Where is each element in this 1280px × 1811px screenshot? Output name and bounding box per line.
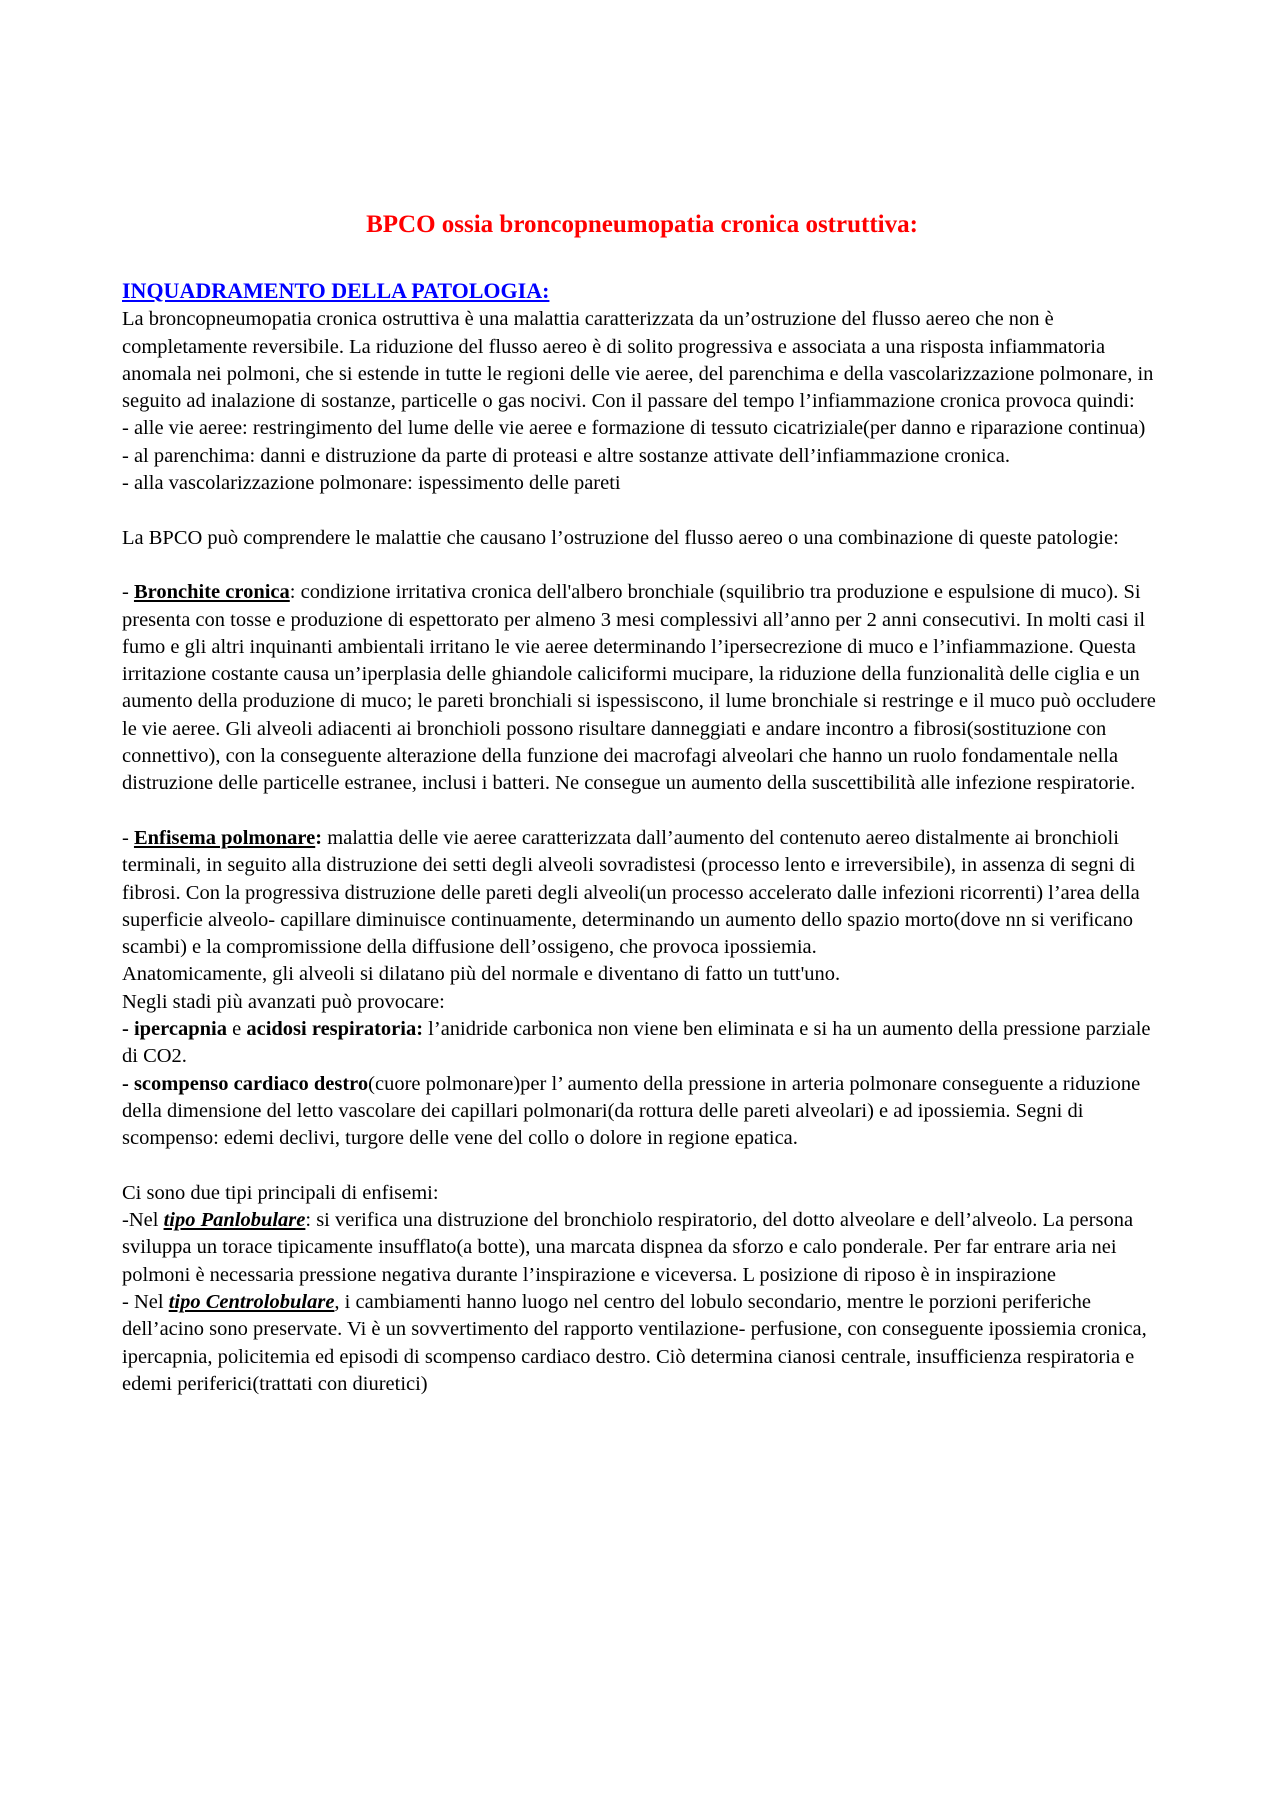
bronchite-paragraph — [122, 579, 1162, 797]
types-intro: Ci sono due tipi principali di enfisemi: — [122, 1181, 439, 1204]
ipercapnia-text: l’anidride carbonica non viene ben eliminata e si ha un aumento della pressione parziale di CO2. — [122, 1018, 1151, 1068]
spacer — [122, 497, 1162, 524]
centrolobulare-item — [122, 1289, 1162, 1398]
document-body — [122, 205, 1162, 1398]
effect-item: - alla vascolarizzazione polmonare: ispessimento delle pareti — [122, 472, 621, 495]
anatomy-line: Anatomicamente, gli alveoli si dilatano più del normale e diventano di fatto un tutt'uno. — [122, 963, 841, 986]
bullet-prefix: - — [122, 826, 134, 849]
bullet-prefix: - — [122, 1018, 134, 1041]
bullet-prefix: -Nel — [122, 1209, 164, 1232]
enfisema-paragraph — [122, 825, 1162, 961]
acidosi-term: acidosi respiratoria: — [246, 1018, 424, 1041]
bullet-prefix: - — [122, 581, 134, 604]
panlobulare-text: : si verifica una distruzione del bronchiolo respiratorio, del dotto alveolare e dell’alveolo. La persona sviluppa un torace tipicamente insufflato(a botte), una marcata dispnea da sforzo e calo ponderale. Per far entrare aria nei polmoni è necessaria pressione negativa durante l’inspirazione e viceversa. L posizione di riposo è in inspirazione — [122, 1209, 1134, 1286]
effect-item: - alle vie aeree: restringimento del lume delle vie aeree e formazione di tessuto cicatriziale(per danno e riparazione continua) — [122, 417, 1146, 440]
advanced-line: Negli stadi più avanzati può provocare: — [122, 990, 445, 1013]
conjunction: e — [226, 1018, 247, 1041]
bronchite-text: : condizione irritativa cronica dell'albero bronchiale (squilibrio tra produzione e espulsione di muco). Si presenta con tosse e produzione di espettorato per almeno 3 mesi complessivi all’anno per 2 anni consecutivi. In molti casi il fumo e gli altri inquinanti ambientali irritano le vie aeree determinando l’ipersecrezione di muco e l’infiammazione. Questa irritazione costante causa un’iperplasia delle ghiandole caliciformi mucipare, la riduzione della funzionalità delle ciglia e un aumento della produzione di muco; le pareti bronchiali si ispessiscono, il lume bronchiale si restringe e il muco può occludere le vie aeree. Gli alveoli adiacenti ai bronchioli possono risultare danneggiati e andare incontro a fibrosi(sostituzione con connettivo), con la conseguente alterazione della funzione dei macrofagi alveolari che hanno un ruolo fondamentale nella distruzione delle particelle estranee, inclusi i batteri. Ne consegue un aumento della suscettibilità alle infezione respiratorie. — [122, 581, 1156, 795]
panlobulare-item — [122, 1207, 1162, 1289]
spacer — [122, 552, 1162, 579]
ipercapnia-term: ipercapnia — [133, 1018, 227, 1041]
spacer — [122, 798, 1162, 825]
panlobulare-term: tipo Panlobulare — [163, 1209, 306, 1232]
bullet-prefix: - Nel — [122, 1290, 169, 1313]
bullet-prefix: - — [122, 1072, 134, 1095]
intro-paragraph: La broncopneumopatia cronica ostruttiva è una malattia caratterizzata da un’ostruzione del flusso aereo che non è completamente reversibile. La riduzione del flusso aereo è di solito progressiva e associata a una risposta infiammatoria anomala nei polmoni, che si estende in tutte le regioni delle vie aeree, del parenchima e della vascolarizzazione polmonare, in seguito ad inalazione di sostanze, particelle o gas nocivi. Con il passare del tempo l’infiammazione cronica provoca quindi: — [122, 308, 1154, 413]
centrolobulare-text: , i cambiamenti hanno luogo nel centro del lobulo secondario, mentre le porzioni periferiche dell’acino sono preservate. Vi è un sovvertimento del rapporto ventilazione- perfusione, con conseguente ipossiemia cronica, ipercapnia, policitemia ed episodi di scompenso cardiaco destro. Ciò determina cianosi centrale, insufficienza respiratoria e edemi periferici(trattati con diuretici) — [122, 1290, 1147, 1395]
effect-item: - al parenchima: danni e distruzione da parte di proteasi e altre sostanze attivate dell’infiammazione cronica. — [122, 444, 1010, 467]
scompenso-item — [122, 1071, 1162, 1153]
spacer — [122, 1153, 1162, 1180]
ipercapnia-item — [122, 1016, 1162, 1071]
scompenso-text: (cuore polmonare)per l’ aumento della pressione in arteria polmonare conseguente a riduzione della dimensione del letto vascolare dei capillari polmonari(da rottura delle pareti alveolari) e ad ipossiemia. Segni di scompenso: edemi declivi, turgore delle vene del collo o dolore in regione epatica. — [122, 1072, 1141, 1150]
scompenso-term: scompenso cardiaco destro — [133, 1072, 369, 1095]
enfisema-colon: : — [315, 826, 323, 849]
enfisema-term: Enfisema polmonare — [133, 826, 316, 849]
centrolobulare-term: tipo Centrolobulare — [168, 1290, 335, 1313]
enfisema-text: malattia delle vie aeree caratterizzata dall’aumento del contenuto aereo distalmente ai bronchioli terminali, in seguito alla distruzione dei setti degli alveoli sovradistesi (processo lento e irreversibile), in assenza di segni di fibrosi. Con la progressiva distruzione delle pareti degli alveoli(un processo accelerato dalle infezioni ricorrenti) l’area della superficie alveolo- capillare diminuisce continuamente, determinando un aumento dello spazio morto(dove nn si verificano scambi) e la compromissione della diffusione dell’ossigeno, che provoca ipossiemia. — [122, 826, 1140, 959]
combination-paragraph: La BPCO può comprendere le malattie che causano l’ostruzione del flusso aereo o una combinazione di queste patologie: — [122, 526, 1119, 549]
bronchite-term: Bronchite cronica — [133, 581, 290, 604]
section-heading: INQUADRAMENTO DELLA PATOLOGIA: — [122, 278, 550, 303]
document-title: BPCO ossia broncopneumopatia cronica ostruttiva: — [366, 211, 918, 238]
